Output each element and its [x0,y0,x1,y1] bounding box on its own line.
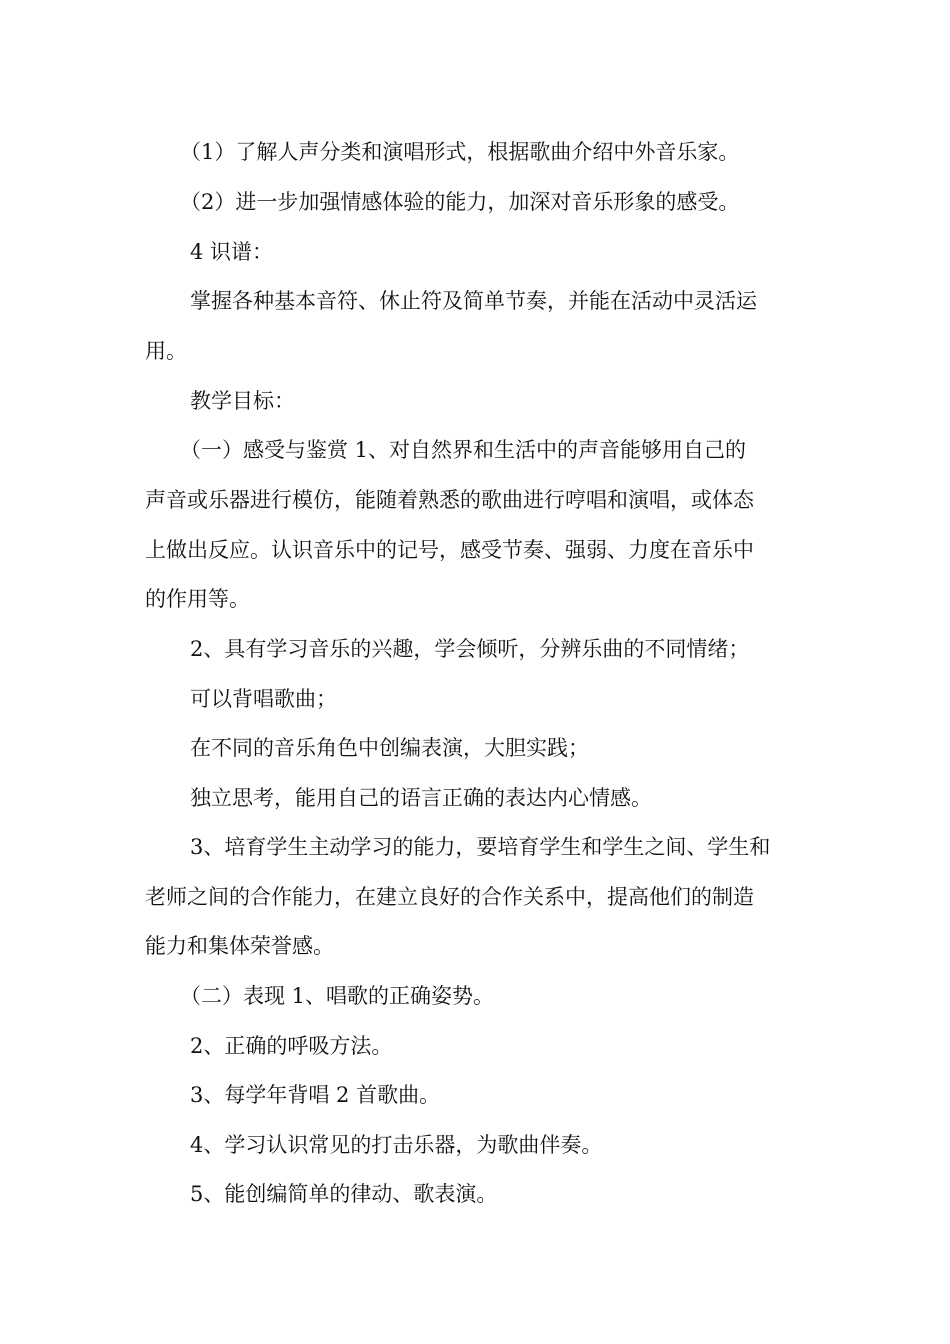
paragraph-line: 的作用等。 [145,587,250,611]
list-item: 3、每学年背唱 2 首歌曲。 [190,1083,441,1107]
list-item: 5、能创编简单的律动、歌表演。 [190,1182,498,1206]
section-heading: 教学目标： [190,389,295,413]
paragraph-line: 老师之间的合作能力，在建立良好的合作关系中，提高他们的制造 [145,885,754,909]
paragraph-line: 独立思考，能用自己的语言正确的表达内心情感。 [190,786,652,810]
paragraph-line: （1）了解人声分类和演唱形式，根据歌曲介绍中外音乐家。 [180,140,740,164]
paragraph-line: （二）表现 1、唱歌的正确姿势。 [180,984,495,1008]
section-heading: 4 识谱： [190,240,274,264]
list-item: 2、正确的呼吸方法。 [190,1034,393,1058]
paragraph-line: （一）感受与鉴赏 1、对自然界和生活中的声音能够用自己的 [180,438,747,462]
paragraph-line: 能力和集体荣誉感。 [145,934,334,958]
paragraph-line: 掌握各种基本音符、休止符及简单节奏，并能在活动中灵活运 [190,289,757,313]
list-item: 4、学习认识常见的打击乐器，为歌曲伴奏。 [190,1133,603,1157]
paragraph-line: 3、培育学生主动学习的能力，要培育学生和学生之间、学生和 [190,835,771,859]
paragraph-line: 2、具有学习音乐的兴趣，学会倾听，分辨乐曲的不同情绪； [190,637,750,661]
paragraph-line: 可以背唱歌曲； [190,687,337,711]
paragraph-line: 声音或乐器进行模仿，能随着熟悉的歌曲进行哼唱和演唱，或体态 [145,488,754,512]
paragraph-line: 上做出反应。认识音乐中的记号，感受节奏、强弱、力度在音乐中 [145,538,754,562]
paragraph-line: （2）进一步加强情感体验的能力，加深对音乐形象的感受。 [180,190,740,214]
paragraph-line: 在不同的音乐角色中创编表演，大胆实践； [190,736,589,760]
paragraph-line: 用。 [145,339,187,363]
